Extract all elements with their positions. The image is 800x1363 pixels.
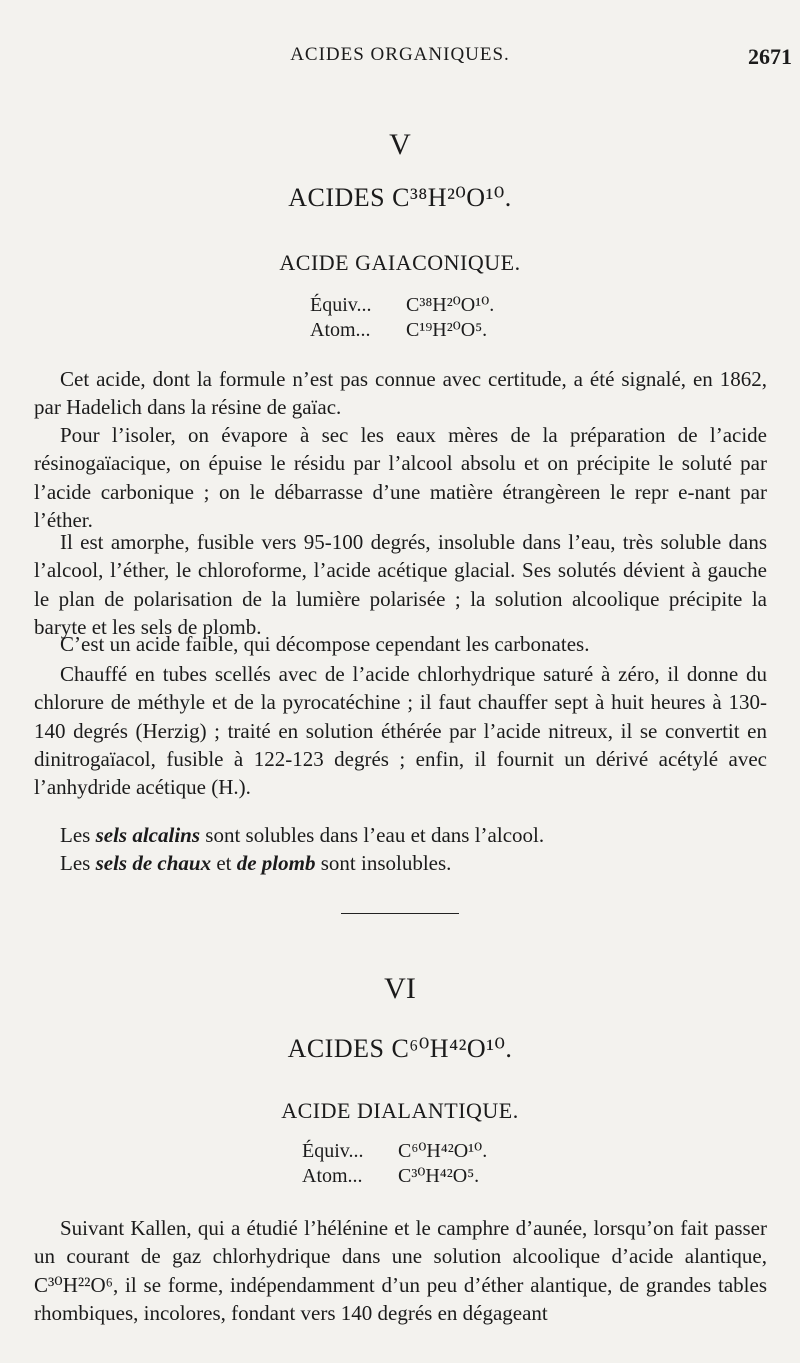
salts-line-2-mid: et: [211, 851, 237, 875]
atom-formula: C¹⁹H²⁰O⁵.: [406, 319, 488, 341]
equiv-formula: C⁶⁰H⁴²O¹⁰.: [398, 1140, 488, 1162]
section-v-equiv-row: [310, 292, 494, 317]
equiv-label: Équiv...: [302, 1140, 364, 1162]
section-v-paragraph-3: Il est amorphe, fusible vers 95-100 degrés, insoluble dans l’eau, très soluble dans l’alcool, l’éther, le chloroforme, l’acide acétique glacial. Ses solutés dévient à gauche le plan de polarisation de la lumière polarisée ; la solution alcoolique précipite la baryte et les sels de plomb.: [34, 530, 767, 639]
section-vi-atom-row: [302, 1163, 479, 1188]
salts-line-1-post: sont solubles dans l’eau et dans l’alcool.: [200, 823, 545, 847]
salts-line-2: [60, 851, 793, 876]
section-v-paragraph-2: Pour l’isoler, on évapore à sec les eaux mères de la préparation de l’acide résinogaïacique, on épuise le résidu par l’alcool absolu et on précipite le soluté par l’acide carbonique ; on le débarrasse d’une matière étrangèreen le repr e-nant par l’éther.: [34, 423, 767, 532]
equiv-formula: C³⁸H²⁰O¹⁰.: [406, 294, 495, 316]
section-divider: [341, 913, 459, 914]
de-plomb: de plomb: [236, 851, 316, 875]
section-v-group-title: ACIDES C³⁸H²⁰O¹⁰.: [288, 183, 512, 212]
salts-line-2-post: sont insolubles.: [315, 851, 452, 875]
section-vi-numeral: VI: [384, 972, 416, 1005]
section-vi-acid-name: ACIDE DIALANTIQUE.: [281, 1098, 519, 1123]
section-v-acid-name: ACIDE GAIACONIQUE.: [279, 250, 521, 275]
section-v-paragraph-1: Cet acide, dont la formule n’est pas connue avec certitude, a été signalé, en 1862, par Hadelich dans la résine de gaïac.: [34, 367, 767, 420]
salts-line-1-pre: Les: [60, 823, 96, 847]
salts-line-2-pre: Les: [60, 851, 96, 875]
page-number: 2671: [748, 44, 792, 69]
section-vi-group-title: ACIDES C⁶⁰H⁴²O¹⁰.: [287, 1034, 513, 1063]
sels-alcalins: sels alcalins: [95, 823, 201, 847]
running-title: ACIDES ORGANIQUES.: [290, 44, 510, 65]
equiv-label: Équiv...: [310, 294, 372, 316]
atom-label: Atom...: [310, 319, 371, 341]
atom-formula: C³⁰H⁴²O⁵.: [398, 1165, 480, 1187]
salts-line-1: [60, 823, 793, 848]
section-v-numeral: V: [389, 128, 411, 161]
section-vi-paragraph: Suivant Kallen, qui a étudié l’hélénine et le camphre d’aunée, lorsqu’on fait passer un courant de gaz chlorhydrique dans une solution alcoolique d’acide alantique, C³⁰H²²O⁶, il se forme, indépendamment d’un peu d’éther alantique, de grandes tables rhombiques, incolores, fondant vers 140 degrés en dégageant: [34, 1216, 767, 1325]
page-header: [0, 44, 800, 74]
section-vi-equiv-row: [302, 1138, 487, 1163]
sels-de-chaux: sels de chaux: [95, 851, 212, 875]
section-v-paragraph-4: C’est un acide faible, qui décompose cependant les carbonates.: [60, 632, 590, 656]
section-v-paragraph-5: Chauffé en tubes scellés avec de l’acide chlorhydrique saturé à zéro, il donne du chlorure de méthyle et de la pyrocatéchine ; il faut chauffer sept à huit heures à 130-140 degrés (Herzig) ; traité en solution éthérée par l’acide nitreux, il se convertit en dinitrogaïacol, fusible à 122-123 degrés ; enfin, il fournit un dérivé acétylé avec l’anhydride acétique (H.).: [34, 662, 767, 800]
section-v-atom-row: [310, 317, 487, 342]
atom-label: Atom...: [302, 1165, 363, 1187]
